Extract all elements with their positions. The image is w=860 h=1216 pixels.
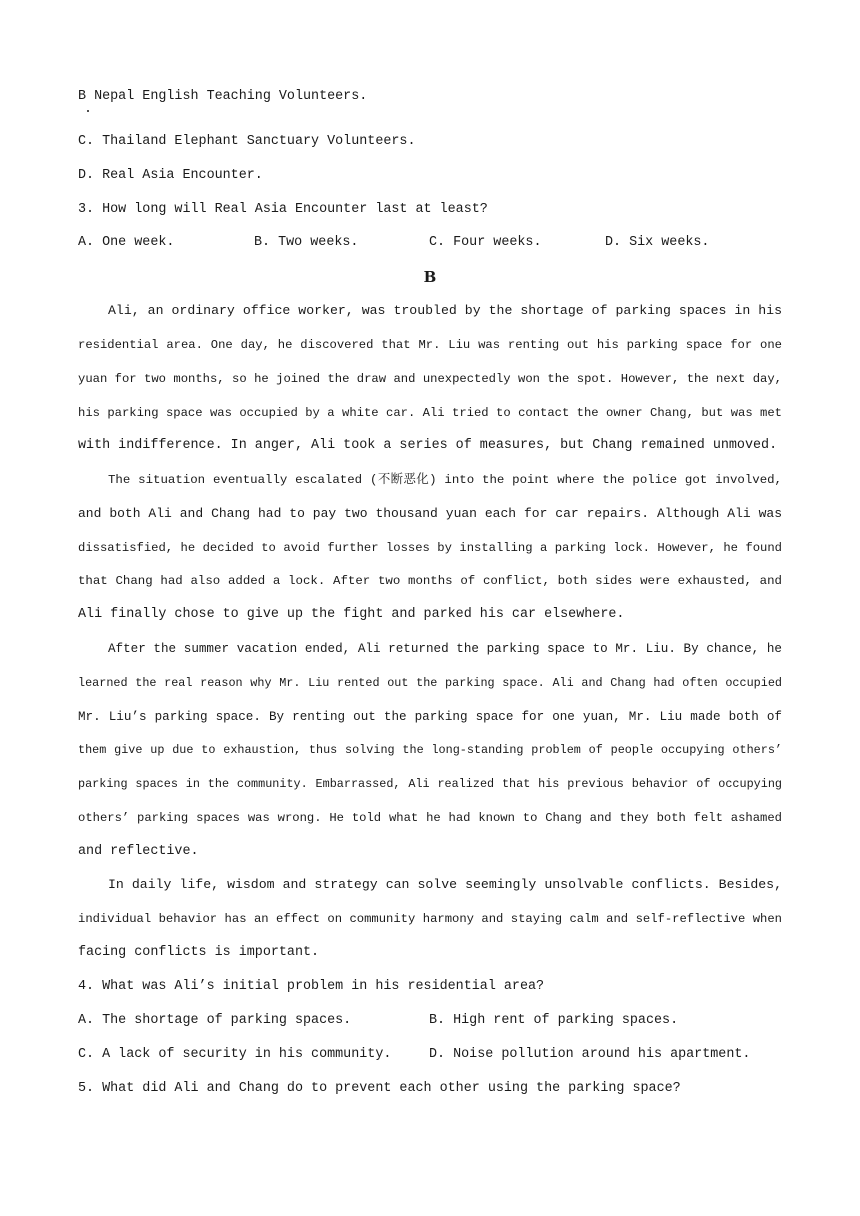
passage-line: Mr. Liu’s parking space. By renting out the parking space for one yuan, Mr. Liu made both of [78, 710, 782, 724]
q4-option-a: A. The shortage of parking spaces. [78, 1013, 352, 1028]
q2-option-b: B Nepal English Teaching Volunteers. [78, 89, 368, 104]
passage-line: Ali finally chose to give up the fight and parked his car elsewhere. [78, 607, 625, 622]
q2-option-d: D. Real Asia Encounter. [78, 168, 263, 183]
q5-question: 5. What did Ali and Chang do to prevent each other using the parking space? [78, 1081, 681, 1096]
q3-option-d: D. Six weeks. [605, 235, 710, 250]
passage-line: In daily life, wisdom and strategy can solve seemingly unsolvable conflicts. Besides, [108, 877, 782, 892]
passage-line: The situation eventually escalated (不断恶化) into the point where the police got involved, [108, 473, 782, 487]
q2-option-c: C. Thailand Elephant Sanctuary Volunteers. [78, 134, 416, 149]
passage-line: with indifference. In anger, Ali took a series of measures, but Chang remained unmoved. [78, 438, 778, 453]
passage-line: After the summer vacation ended, Ali returned the parking space to Mr. Liu. By chance, he [108, 642, 782, 656]
q3-option-c: C. Four weeks. [429, 235, 542, 250]
passage-line: others’ parking spaces was wrong. He told what he had known to Chang and they both felt ashamed [78, 811, 782, 825]
passage-line: that Chang had also added a lock. After two months of conflict, both sides were exhausted, and [78, 574, 782, 588]
q3-option-b: B. Two weeks. [254, 235, 359, 250]
q3-option-a: A. One week. [78, 235, 175, 250]
q3-question: 3. How long will Real Asia Encounter last at least? [78, 202, 488, 217]
passage-line: them give up due to exhaustion, thus solving the long-standing problem of people occupying others’ [78, 743, 782, 757]
q4-options-row-1 [78, 1012, 782, 1030]
stray-dot-mark [87, 110, 89, 112]
q4-option-d: D. Noise pollution around his apartment. [429, 1047, 751, 1062]
passage-line: dissatisfied, he decided to avoid further losses by installing a parking lock. However, he found [78, 541, 782, 555]
passage-line: learned the real reason why Mr. Liu rented out the parking space. Ali and Chang had often occupied [78, 676, 782, 690]
section-title: B [423, 268, 437, 286]
q4-option-b: B. High rent of parking spaces. [429, 1013, 679, 1028]
q4-option-c: C. A lack of security in his community. [78, 1047, 392, 1062]
passage-line: yuan for two months, so he joined the draw and unexpectedly won the spot. However, the next day, [78, 372, 782, 386]
q4-options-row-2 [78, 1046, 782, 1064]
passage-line: parking spaces in the community. Embarrassed, Ali realized that his previous behavior of occupying [78, 777, 782, 791]
passage-line: residential area. One day, he discovered that Mr. Liu was renting out his parking space for one [78, 338, 782, 352]
passage-line: Ali, an ordinary office worker, was troubled by the shortage of parking spaces in his [108, 303, 782, 318]
passage-line: facing conflicts is important. [78, 945, 320, 960]
q3-options [78, 234, 782, 252]
passage-line: and both Ali and Chang had to pay two thousand yuan each for car repairs. Although Ali was [78, 506, 782, 521]
q4-question: 4. What was Ali’s initial problem in his residential area? [78, 979, 545, 994]
passage-line: and reflective. [78, 844, 199, 859]
passage-line: his parking space was occupied by a white car. Ali tried to contact the owner Chang, but was met [78, 406, 782, 420]
passage-line: individual behavior has an effect on community harmony and staying calm and self-reflective when [78, 912, 782, 926]
